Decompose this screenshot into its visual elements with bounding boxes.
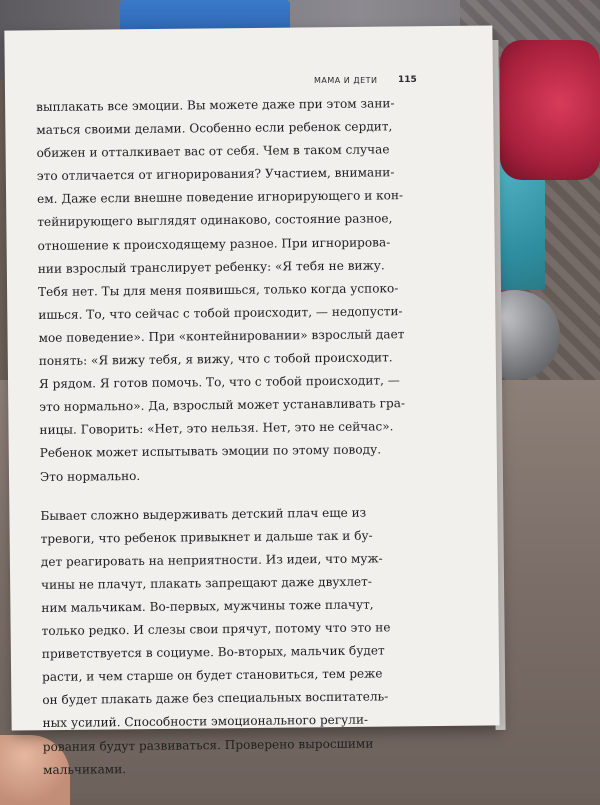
text-line: дет реагировать на неприятности. Из идеи, что муж- [40, 551, 383, 569]
text-line: тейнирующего выглядят одинаково, состояние разное, [37, 211, 393, 230]
text-line: тревоги, что ребенок привыкнет и дальше так и бу- [40, 528, 373, 546]
text-line: ницы. Говорить: «Нет, это нельзя. Нет, это не сейчас». [39, 419, 394, 438]
text-line: Тебя нет. Ты для меня появишься, только когда успоко- [37, 280, 399, 299]
text-line: понять: «Я вижу тебя, я вижу, что с тобой происходит. [38, 350, 393, 369]
text-line: чины не плачут, плакать запрещают даже двухлет- [41, 574, 372, 592]
text-line: Это нормально. [39, 468, 141, 484]
text-line: это отличается от игнорирования? Участием, внимани- [36, 165, 395, 184]
text-line: ем. Даже если внешне поведение игнорирующего и кон- [37, 188, 404, 207]
text-line: Я рядом. Я готов помочь. То, что с тобой происходит, — [38, 373, 400, 392]
text-line: маться своими делами. Особенно если ребенок сердит, [36, 119, 393, 138]
running-head: МАМА И ДЕТИ [314, 76, 378, 85]
red-toy [500, 40, 600, 180]
paragraph-1 [36, 92, 425, 489]
text-line: приветствуется в социуме. Во-вторых, мальчик будет [41, 643, 385, 662]
page-number: 115 [398, 75, 417, 85]
text-line: рования будут развиваться. Проверено выросшими [42, 736, 374, 754]
text-line: нии взрослый транслирует ребенку: «Я тебя не вижу. [37, 258, 385, 276]
text-line: Ребенок может испытывать эмоции по этому поводу. [39, 442, 382, 461]
text-line: мое поведение». При «контейнировании» взрослый дает [38, 327, 405, 345]
text-line: ним мальчикам. Во-первых, мужчины тоже плачут, [41, 597, 374, 615]
text-line: это нормально». Да, взрослый может устанавливать гра- [39, 396, 406, 415]
text-line: расти, и чем старше он будет становиться, тем реже [42, 666, 383, 685]
text-line: мальчиками. [42, 761, 127, 777]
text-line: выплакать все эмоции. Вы можете даже при этом зани- [36, 96, 395, 114]
text-line: обижен и отталкивает вас от себя. Чем в таком случае [36, 142, 390, 161]
text-line: ишься. То, что сейчас с тобой происходит, — недопусти- [38, 304, 403, 322]
text-line: только редко. И слезы свои прячут, потому что это не [41, 620, 391, 639]
text-line: отношение к происходящему разное. При игнорирова- [37, 234, 391, 253]
text-line: Бывает сложно выдерживать детский плач еще из [40, 505, 367, 523]
text-line: ных усилий. Способности эмоционального регули- [42, 712, 369, 731]
paragraph-2 [40, 501, 428, 782]
body-text [36, 92, 428, 782]
text-line: он будет плакать даже без специальных воспитатель- [42, 689, 389, 708]
